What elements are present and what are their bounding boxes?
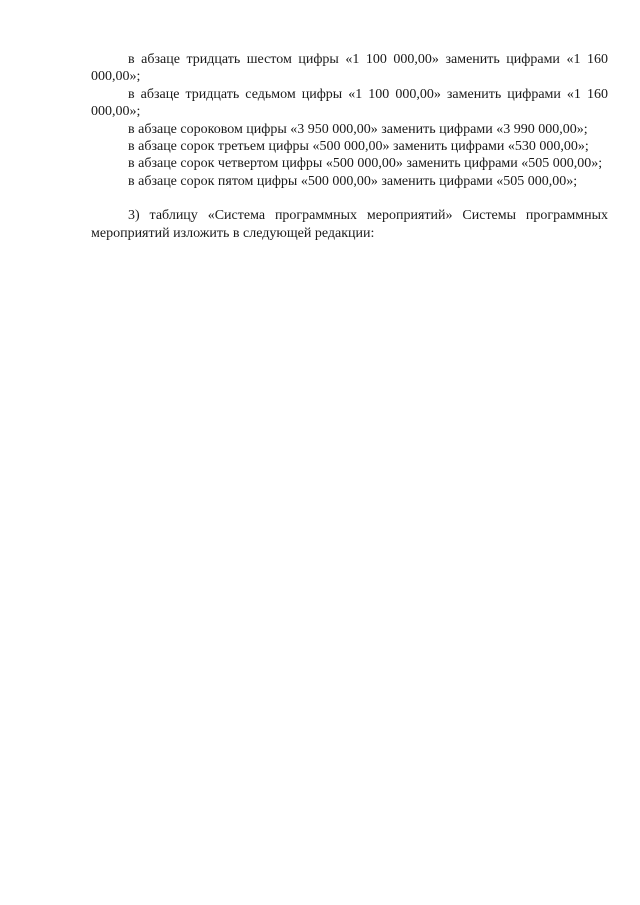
amendment-paragraph-43: в абзаце сорок третьем цифры «500 000,00» заменить цифрами «530 000,00»; <box>128 139 589 155</box>
paragraph-spacer <box>91 190 608 207</box>
amendment-paragraph-36: в абзаце тридцать шестом цифры «1 100 000,00» заменить цифрами «1 160 000,00»; <box>91 52 608 85</box>
amendment-paragraph-37: в абзаце тридцать седьмом цифры «1 100 000,00» заменить цифрами «1 160 000,00»; <box>91 86 608 120</box>
amendment-paragraph-44: в абзаце сорок четвертом цифры «500 000,00» заменить цифрами «505 000,00»; <box>128 156 603 172</box>
document-body <box>91 51 608 242</box>
amendment-paragraph-45: в абзаце сорок пятом цифры «500 000,00» заменить цифрами «505 000,00»; <box>128 173 578 189</box>
amendment-paragraph-40: в абзаце сороковом цифры «3 950 000,00» заменить цифрами «3 990 000,00»; <box>128 121 588 137</box>
item-3-table-statement: 3) таблицу «Система программных мероприятий» Системы программных мероприятий изложить в следующей редакции: <box>91 208 608 241</box>
